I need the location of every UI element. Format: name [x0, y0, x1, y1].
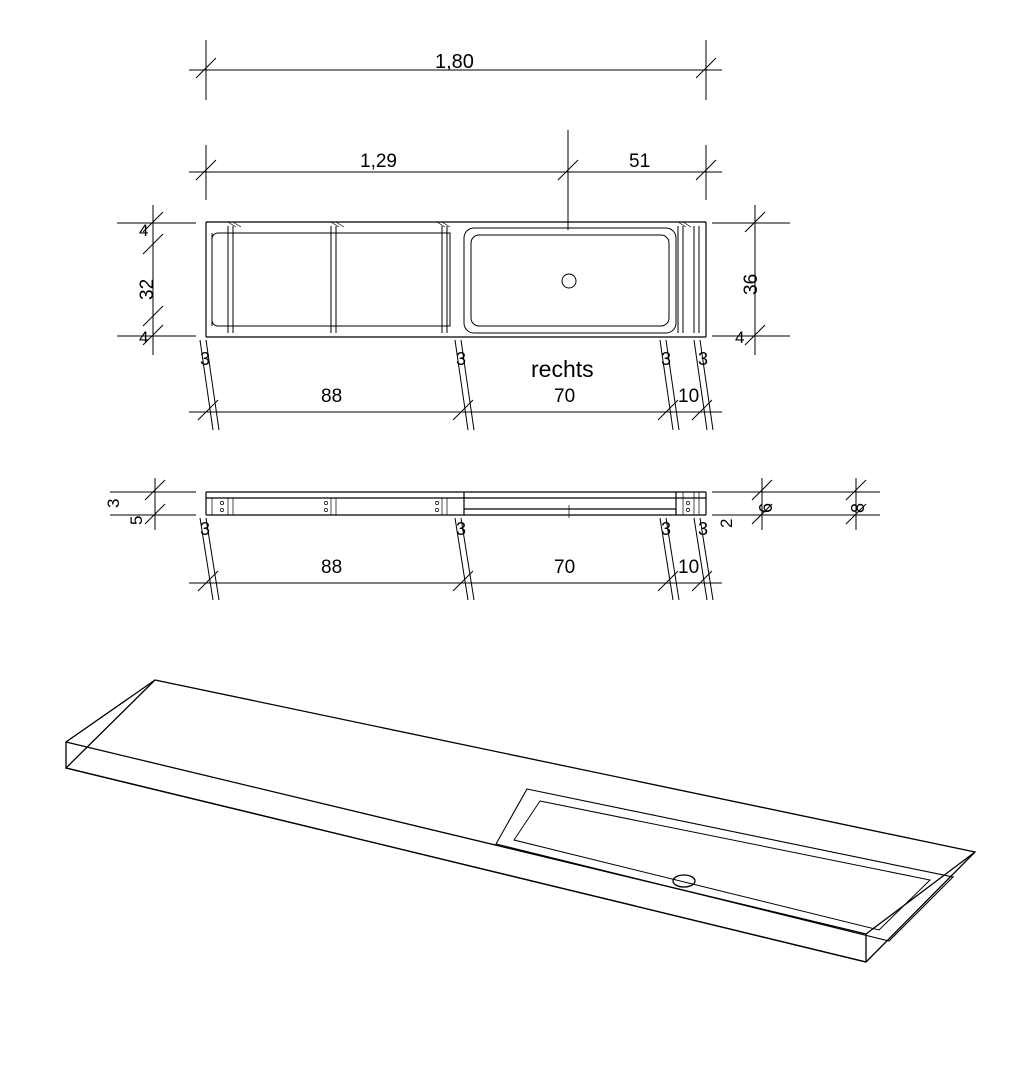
dim-label-edge-top-left: 4 — [139, 221, 149, 240]
isometric-view — [66, 680, 975, 962]
dim-label-chain1-front: 88 — [321, 557, 343, 578]
dim-label-overall-length: 1,80 — [435, 51, 474, 73]
dim-label-wall-c-top: 3 — [661, 349, 672, 369]
front-detail-hatching — [212, 492, 699, 518]
front-view — [110, 478, 880, 600]
drawing-title: rechts — [531, 356, 594, 382]
edge-hatching-top — [228, 222, 691, 227]
dim-label-depth-total: 36 — [741, 273, 762, 295]
dim-label-wall-a-front: 3 — [200, 519, 211, 539]
dim-label-chain2-front: 70 — [554, 557, 576, 578]
dimension-chain-front — [189, 571, 722, 591]
basin-top-view — [464, 228, 676, 333]
dim-label-wall-d-top: 3 — [698, 349, 709, 369]
dim-label-chain3-top: 10 — [678, 386, 700, 407]
dim-label-chain2-top: 70 — [554, 386, 576, 407]
dim-label-wall-b-front: 3 — [456, 519, 467, 539]
dim-label-front-thickness-left: 5 — [127, 515, 146, 525]
dim-label-chain3-front: 10 — [678, 557, 700, 578]
dim-label-wall-d-front: 3 — [698, 519, 709, 539]
dimension-segments — [189, 130, 722, 230]
slab-outline-top — [206, 222, 706, 337]
top-view — [117, 40, 790, 430]
dim-label-edge-bottom-left: 4 — [139, 328, 149, 347]
dim-label-depth-inner: 32 — [137, 278, 158, 300]
dim-label-wall-a-top: 3 — [200, 349, 211, 369]
dim-label-offset-small: 2 — [717, 518, 736, 528]
dim-label-right-segment: 51 — [629, 151, 651, 172]
dim-label-height-right: 6 — [756, 502, 776, 513]
front-slab-outline — [206, 492, 706, 515]
dim-label-height-far-right: 8 — [848, 502, 868, 513]
dimension-chain-top — [189, 400, 722, 420]
dim-label-wall-b-top: 3 — [456, 349, 467, 369]
dim-label-chain1-top: 88 — [321, 386, 343, 407]
dim-label-front-thickness-top: 3 — [104, 498, 123, 508]
dim-label-wall-c-front: 3 — [661, 519, 672, 539]
dim-label-left-segment: 1,29 — [360, 151, 397, 172]
dim-label-edge-right: 4 — [735, 328, 745, 347]
